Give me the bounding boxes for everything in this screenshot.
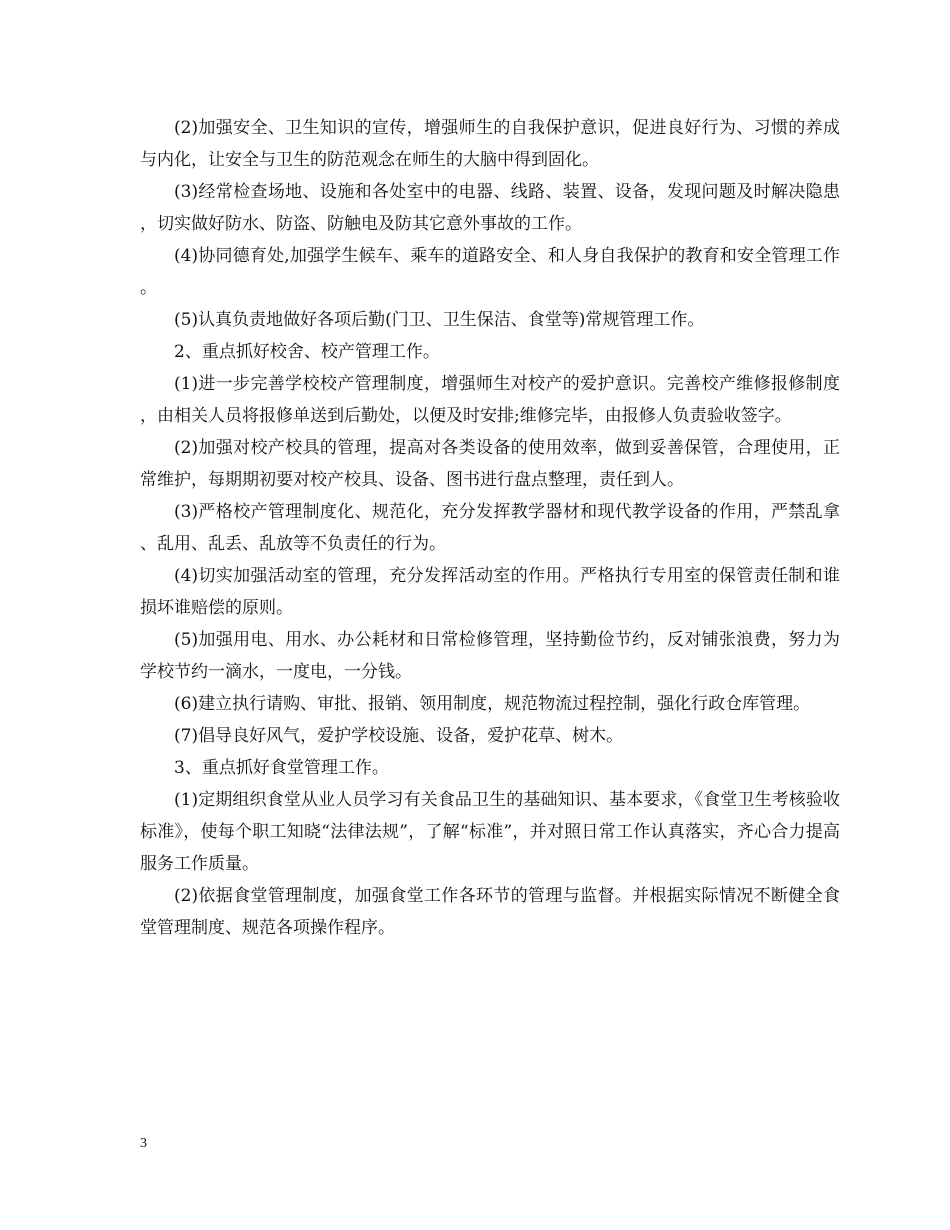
paragraph: (2)加强对校产校具的管理，提高对各类设备的使用效率，做到妥善保管，合理使用，正常维护，每期期初要对校产校具、设备、图书进行盘点整理，责任到人。: [140, 438, 840, 490]
paragraph: (3)严格校产管理制度化、规范化，充分发挥教学器材和现代教学设备的作用，严禁乱拿、乱用、乱丢、乱放等不负责任的行为。: [140, 502, 840, 554]
paragraph: (4)协同德育处,加强学生候车、乘车的道路安全、和人身自我保护的教育和安全管理工作。: [140, 246, 840, 298]
paragraph: (6)建立执行请购、审批、报销、领用制度，规范物流过程控制，强化行政仓库管理。: [174, 694, 811, 714]
paragraph: (2)依据食堂管理制度，加强食堂工作各环节的管理与监督。并根据实际情况不断健全食堂管理制度、规范各项操作程序。: [140, 886, 840, 938]
page-number: 3: [140, 1136, 147, 1151]
paragraph: (1)进一步完善学校校产管理制度，增强师生对校产的爱护意识。完善校产维修报修制度，由相关人员将报修单送到后勤处，以便及时安排;维修完毕，由报修人负责验收签字。: [140, 374, 840, 426]
paragraph: (3)经常检查场地、设施和各处室中的电器、线路、装置、设备，发现问题及时解决隐患，切实做好防水、防盗、防触电及防其它意外事故的工作。: [140, 182, 840, 234]
section-heading: 3、重点抓好食堂管理工作。: [174, 758, 389, 778]
section-heading: 2、重点抓好校舍、校产管理工作。: [174, 342, 440, 362]
paragraph: (4)切实加强活动室的管理，充分发挥活动室的作用。严格执行专用室的保管责任制和谁损坏谁赔偿的原则。: [140, 566, 840, 618]
paragraph: (5)认真负责地做好各项后勤(门卫、卫生保洁、食堂等)常规管理工作。: [174, 310, 705, 330]
paragraph: (2)加强安全、卫生知识的宣传，增强师生的自我保护意识，促进良好行为、习惯的养成与内化，让安全与卫生的防范观念在师生的大脑中得到固化。: [140, 118, 840, 170]
paragraph: (1)定期组织食堂从业人员学习有关食品卫生的基础知识、基本要求，《食堂卫生考核验收标准》，使每个职工知晓“法律法规”，了解“标准”，并对照日常工作认真落实，齐心合力提高服务工作质量。: [140, 790, 840, 874]
paragraph: (7)倡导良好风气，爱护学校设施、设备，爱护花草、树木。: [174, 726, 624, 746]
paragraph: (5)加强用电、用水、办公耗材和日常检修管理，坚持勤俭节约，反对铺张浪费，努力为学校节约一滴水，一度电，一分钱。: [140, 630, 840, 682]
document-body: [140, 112, 840, 944]
